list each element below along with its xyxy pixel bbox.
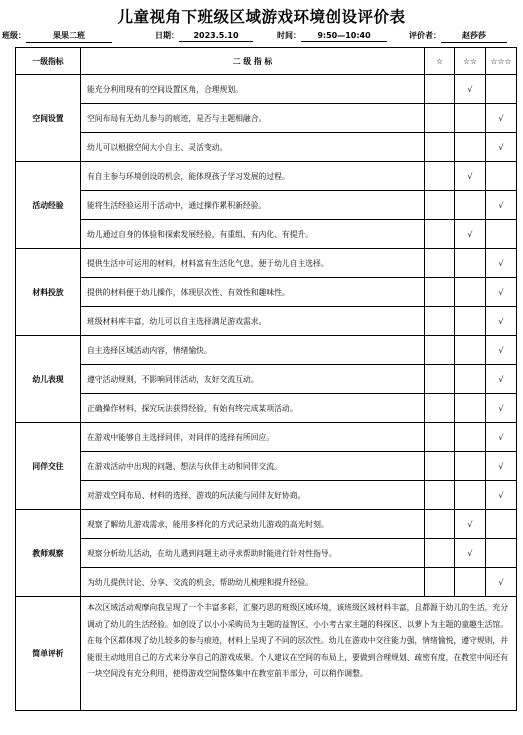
- indicator-text: 自主选择区域活动内容，情绪愉快。: [81, 336, 425, 365]
- check-mark: √: [467, 229, 473, 239]
- rating-cell-3-star: [486, 481, 517, 510]
- table-row: [16, 75, 517, 104]
- header-level1: 一级指标: [16, 48, 81, 75]
- check-mark: √: [498, 142, 504, 152]
- rating-cell-3-star: [486, 394, 517, 423]
- table-row: [16, 452, 517, 481]
- class-value: 果果二班: [26, 30, 112, 43]
- rating-cell-2-star: [455, 278, 486, 307]
- check-mark: √: [498, 403, 504, 413]
- rating-cell-2-star: [455, 568, 486, 597]
- indicator-text: 有自主参与环境创设的机会，能体现孩子学习发展的过程。: [81, 162, 425, 191]
- table-row: [16, 423, 517, 452]
- check-mark: √: [498, 490, 504, 500]
- rating-cell-2-star: [455, 249, 486, 278]
- evaluator-field: [409, 30, 507, 43]
- rating-cell-2-star: [455, 133, 486, 162]
- rating-cell-2-star: [455, 510, 486, 539]
- category-cell: 幼儿表现: [16, 336, 81, 423]
- rating-cell-1-star: [425, 510, 455, 539]
- table-row: [16, 365, 517, 394]
- time-label: 时间：: [277, 31, 301, 40]
- category-cell: 同伴交往: [16, 423, 81, 510]
- table-row: [16, 307, 517, 336]
- table-row: [16, 191, 517, 220]
- rating-cell-2-star: [455, 104, 486, 133]
- rating-cell-3-star: [486, 104, 517, 133]
- rating-cell-3-star: [486, 191, 517, 220]
- rating-cell-1-star: [425, 191, 455, 220]
- category-cell: 空间设置: [16, 75, 81, 162]
- evaluator-label: 评价者：: [409, 31, 441, 40]
- table-row: [16, 481, 517, 510]
- table-row: [16, 539, 517, 568]
- rating-cell-3-star: [486, 278, 517, 307]
- rating-cell-3-star: [486, 365, 517, 394]
- indicator-text: 观察了解幼儿游戏需求，能用多样化的方式记录幼儿游戏的高光时刻。: [81, 510, 425, 539]
- rating-cell-1-star: [425, 336, 455, 365]
- check-mark: √: [498, 258, 504, 268]
- indicator-text: 提供的材料便于幼儿操作，体现层次性、有效性和趣味性。: [81, 278, 425, 307]
- indicator-text: 班级材料库丰富，幼儿可以自主选择满足游戏需求。: [81, 307, 425, 336]
- table-row: [16, 278, 517, 307]
- table-row: [16, 220, 517, 249]
- rating-cell-2-star: [455, 539, 486, 568]
- table-header-row: [16, 48, 517, 75]
- check-mark: √: [498, 316, 504, 326]
- rating-cell-1-star: [425, 365, 455, 394]
- rating-cell-1-star: [425, 481, 455, 510]
- header-two-star: ☆☆: [455, 48, 486, 75]
- indicator-text: 幼儿通过自身的体验和探索发展经验，有重组、有内化、有提升。: [81, 220, 425, 249]
- rating-cell-2-star: [455, 394, 486, 423]
- rating-cell-2-star: [455, 365, 486, 394]
- comment-row: [16, 597, 517, 711]
- check-mark: √: [498, 287, 504, 297]
- rating-cell-1-star: [425, 423, 455, 452]
- indicator-text: 遵守活动规则，不影响同伴活动，友好交流互动。: [81, 365, 425, 394]
- rating-cell-3-star: [486, 220, 517, 249]
- table-row: [16, 133, 517, 162]
- check-mark: √: [498, 345, 504, 355]
- rating-cell-3-star: [486, 568, 517, 597]
- comment-category: 简单评析: [16, 597, 81, 711]
- evaluation-table: [15, 47, 517, 711]
- date-field: [155, 30, 253, 42]
- rating-cell-2-star: [455, 452, 486, 481]
- indicator-text: 在游戏活动中出现的问题、想法与伙伴主动和同伴交流。: [81, 452, 425, 481]
- indicator-text: 对游戏空间布局、材料的选择、游戏的玩法能与同伴友好协商。: [81, 481, 425, 510]
- indicator-text: 能充分利用现有的空间设置区角，合理规划。: [81, 75, 425, 104]
- date-label: 日期：: [155, 31, 179, 40]
- rating-cell-3-star: [486, 133, 517, 162]
- time-field: [277, 30, 387, 42]
- header-level2: 二 级 指 标: [81, 48, 425, 75]
- rating-cell-1-star: [425, 568, 455, 597]
- rating-cell-1-star: [425, 220, 455, 249]
- class-label: 班级：: [2, 31, 26, 40]
- indicator-text: 提供生活中可运用的材料，材料富有生活化气息，便于幼儿自主选择。: [81, 249, 425, 278]
- rating-cell-1-star: [425, 278, 455, 307]
- category-cell: 教师观察: [16, 510, 81, 597]
- category-cell: 活动经验: [16, 162, 81, 249]
- table-row: [16, 568, 517, 597]
- check-mark: √: [498, 577, 504, 587]
- rating-cell-3-star: [486, 510, 517, 539]
- check-mark: √: [498, 432, 504, 442]
- comment-text: 本次区域活动观摩向我呈现了一个丰富多彩，汇聚巧思的班级区域环境，该班级区域材料丰富，且都源于幼儿的生活，充分调动了幼儿的生活经验。如创设了以小小采购员为主题的益智区、小小考古家主题的科探区、以萝卜为主题的童趣生活馆。在每个区都体现了幼儿较多的参与痕迹，材料上呈现了不同的层次性。幼儿在游戏中交往能力强，情绪愉悦，遵守规则，并能很主动地用自己的方式来分享自己的游戏成果。个人建议在空间的布局上，要做到合理规划、疏密有度，在教室中间还有一块空间没有充分利用，使得游戏空间整体集中在教室前半部分，可以稍作调整。: [81, 597, 517, 711]
- header-one-star: ☆: [425, 48, 455, 75]
- rating-cell-2-star: [455, 191, 486, 220]
- rating-cell-3-star: [486, 162, 517, 191]
- check-mark: √: [498, 113, 504, 123]
- indicator-text: 能将生活经验运用于活动中，通过操作累积新经验。: [81, 191, 425, 220]
- table-body: [16, 75, 517, 711]
- check-mark: √: [498, 461, 504, 471]
- rating-cell-2-star: [455, 75, 486, 104]
- rating-cell-1-star: [425, 539, 455, 568]
- table-row: [16, 510, 517, 539]
- rating-cell-1-star: [425, 452, 455, 481]
- indicator-text: 在游戏中能够自主选择同伴，对同伴的选择有所回应。: [81, 423, 425, 452]
- evaluator-value: 赵莎莎: [441, 30, 507, 43]
- rating-cell-1-star: [425, 162, 455, 191]
- table-row: [16, 336, 517, 365]
- rating-cell-2-star: [455, 481, 486, 510]
- rating-cell-1-star: [425, 307, 455, 336]
- rating-cell-3-star: [486, 75, 517, 104]
- rating-cell-1-star: [425, 133, 455, 162]
- check-mark: √: [467, 84, 473, 94]
- rating-cell-1-star: [425, 75, 455, 104]
- rating-cell-2-star: [455, 220, 486, 249]
- check-mark: √: [467, 548, 473, 558]
- page-title: 儿童视角下班级区域游戏环境创设评价表: [117, 8, 406, 26]
- check-mark: √: [467, 519, 473, 529]
- indicator-text: 观察分析幼儿活动，在幼儿遇到问题主动寻求帮助时能进行针对性指导。: [81, 539, 425, 568]
- rating-cell-2-star: [455, 162, 486, 191]
- header-three-star: ☆☆☆: [486, 48, 517, 75]
- rating-cell-1-star: [425, 394, 455, 423]
- table-row: [16, 249, 517, 278]
- table-row: [16, 394, 517, 423]
- rating-cell-3-star: [486, 423, 517, 452]
- check-mark: √: [467, 171, 473, 181]
- rating-cell-3-star: [486, 307, 517, 336]
- check-mark: √: [498, 200, 504, 210]
- rating-cell-1-star: [425, 104, 455, 133]
- table-row: [16, 104, 517, 133]
- date-value: 2023.5.10: [179, 31, 253, 42]
- rating-cell-2-star: [455, 307, 486, 336]
- rating-cell-3-star: [486, 539, 517, 568]
- indicator-text: 为幼儿提供讨论、分享、交流的机会，帮助幼儿梳理和提升经验。: [81, 568, 425, 597]
- time-value: 9:50—10:40: [301, 31, 387, 42]
- class-field: [2, 30, 112, 43]
- indicator-text: 正确操作材料，探究玩法获得经验，有始有终完成某项活动。: [81, 394, 425, 423]
- rating-cell-3-star: [486, 336, 517, 365]
- rating-cell-1-star: [425, 249, 455, 278]
- category-cell: 材料投放: [16, 249, 81, 336]
- table-row: [16, 162, 517, 191]
- check-mark: √: [498, 374, 504, 384]
- rating-cell-2-star: [455, 423, 486, 452]
- rating-cell-3-star: [486, 452, 517, 481]
- indicator-text: 幼儿可以根据空间大小自主、灵活变动。: [81, 133, 425, 162]
- rating-cell-3-star: [486, 249, 517, 278]
- indicator-text: 空间布局有无幼儿参与的痕迹，是否与主题相融合。: [81, 104, 425, 133]
- rating-cell-2-star: [455, 336, 486, 365]
